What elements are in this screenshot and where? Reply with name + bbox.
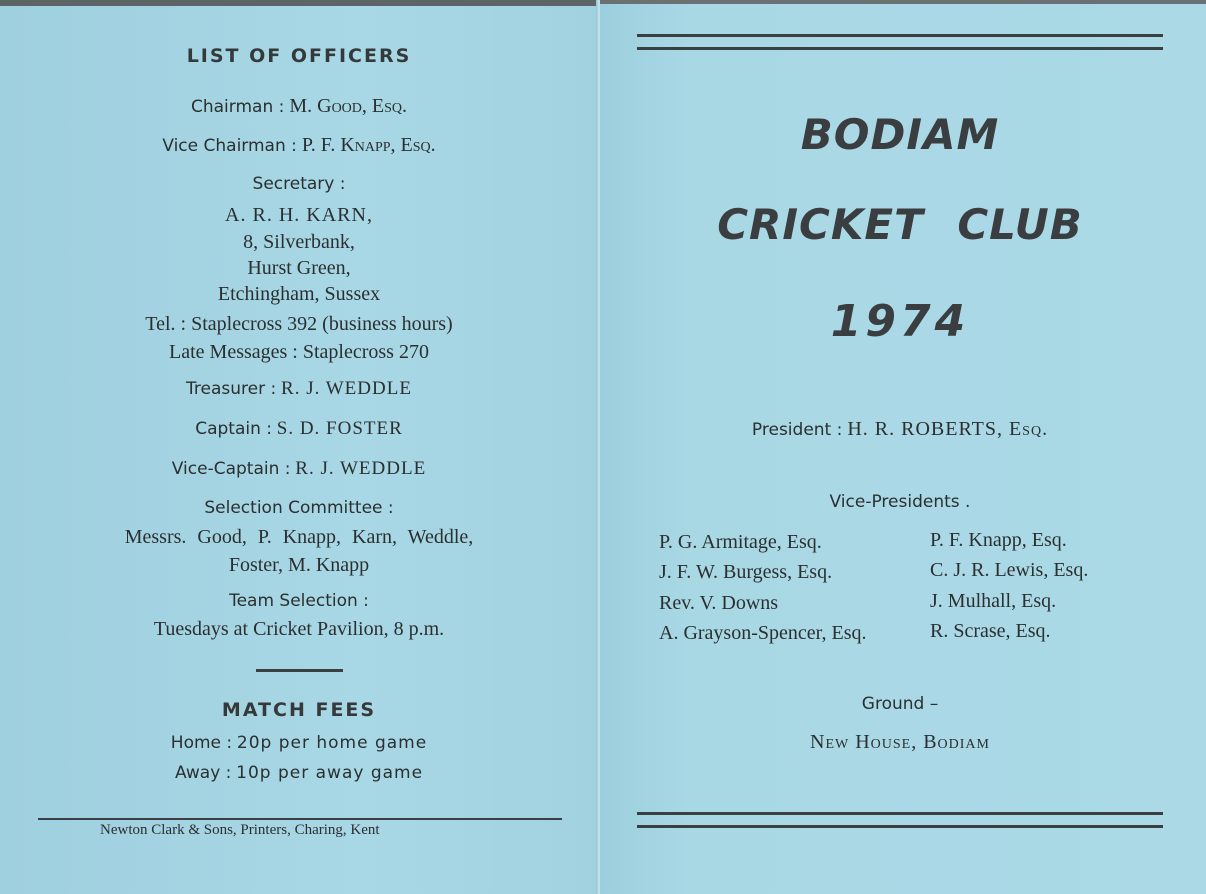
chairman-label: Chairman :	[190, 97, 285, 117]
divider	[256, 669, 343, 672]
president-line	[600, 418, 1200, 441]
officers-heading: LIST OF OFFICERS	[186, 45, 412, 67]
vice-president-right-4: R. Scrase, Esq.	[930, 620, 1051, 642]
printer-credit: Newton Clark & Sons, Printers, Charing, Kent	[100, 822, 380, 838]
away-label: Away :	[174, 763, 232, 783]
printer-rule	[38, 818, 562, 820]
away-text: 10p per away game	[236, 763, 424, 783]
vice-chairman-label: Vice Chairman :	[162, 136, 297, 156]
left-panel	[0, 0, 598, 894]
bottom-rule-1	[637, 812, 1163, 815]
vice-president-left-3: Rev. V. Downs	[659, 592, 779, 614]
president-name: H. R. ROBERTS, Esq.	[847, 418, 1049, 440]
secretary-line-3: Hurst Green,	[247, 257, 351, 279]
treasurer-label: Treasurer :	[186, 379, 277, 399]
secretary-line-4: Etchingham, Sussex	[217, 283, 381, 305]
secretary-label: Secretary :	[252, 174, 346, 194]
match-fees-heading: MATCH FEES	[221, 699, 377, 721]
club-name-line-1: BODIAM	[800, 110, 1000, 159]
vice-president-left-1: P. G. Armitage, Esq.	[659, 531, 822, 553]
vice-president-right-2: C. J. R. Lewis, Esq.	[930, 559, 1089, 581]
vice-chairman-line	[0, 134, 598, 157]
home-text: 20p per home game	[236, 733, 428, 753]
vice-captain-label: Vice-Captain :	[171, 459, 291, 479]
captain-line	[0, 418, 598, 440]
treasurer-line	[0, 378, 598, 400]
top-rule-1	[637, 34, 1163, 37]
team-selection-text: Tuesdays at Cricket Pavilion, 8 p.m.	[153, 618, 445, 640]
chairman-name: M. Good, Esq.	[289, 95, 408, 117]
secretary-line-1: A. R. H. KARN,	[225, 204, 373, 226]
chairman-line	[0, 95, 598, 118]
vice-president-left-4: A. Grayson-Spencer, Esq.	[659, 622, 867, 644]
vice-president-left-2: J. F. W. Burgess, Esq.	[659, 561, 833, 583]
vice-chairman-name: P. F. Knapp, Esq.	[301, 134, 436, 156]
ground-name: New House, Bodiam	[810, 731, 990, 753]
selection-committee-line-1: Messrs. Good, P. Knapp, Karn, Weddle,	[124, 526, 474, 548]
ground-label: Ground –	[861, 694, 939, 714]
home-label: Home :	[170, 733, 233, 753]
vice-president-right-1: P. F. Knapp, Esq.	[930, 529, 1067, 551]
top-rule-2	[637, 47, 1163, 50]
captain-name: S. D. FOSTER	[276, 418, 403, 439]
treasurer-name: R. J. WEDDLE	[281, 378, 412, 399]
away-fee-line	[0, 762, 598, 784]
vice-captain-line	[0, 458, 598, 480]
president-label: President :	[751, 420, 843, 440]
vice-captain-name: R. J. WEDDLE	[295, 458, 427, 479]
selection-committee-line-2: Foster, M. Knapp	[228, 554, 370, 576]
vice-president-right-3: J. Mulhall, Esq.	[930, 590, 1057, 612]
late-messages-line: Late Messages : Staplecross 270	[169, 341, 429, 363]
secretary-line-2: 8, Silverbank,	[243, 231, 355, 253]
year: 1974	[830, 296, 970, 347]
home-fee-line	[0, 732, 598, 754]
right-panel	[600, 0, 1206, 894]
bottom-rule-2	[637, 825, 1163, 828]
tel-line: Tel. : Staplecross 392 (business hours)	[145, 313, 453, 335]
club-name-line-2: CRICKET CLUB	[717, 200, 1083, 249]
vice-presidents-label: Vice-Presidents .	[829, 492, 971, 512]
captain-label: Captain :	[195, 419, 272, 439]
team-selection-label: Team Selection :	[229, 591, 369, 611]
selection-committee-label: Selection Committee :	[204, 498, 394, 518]
